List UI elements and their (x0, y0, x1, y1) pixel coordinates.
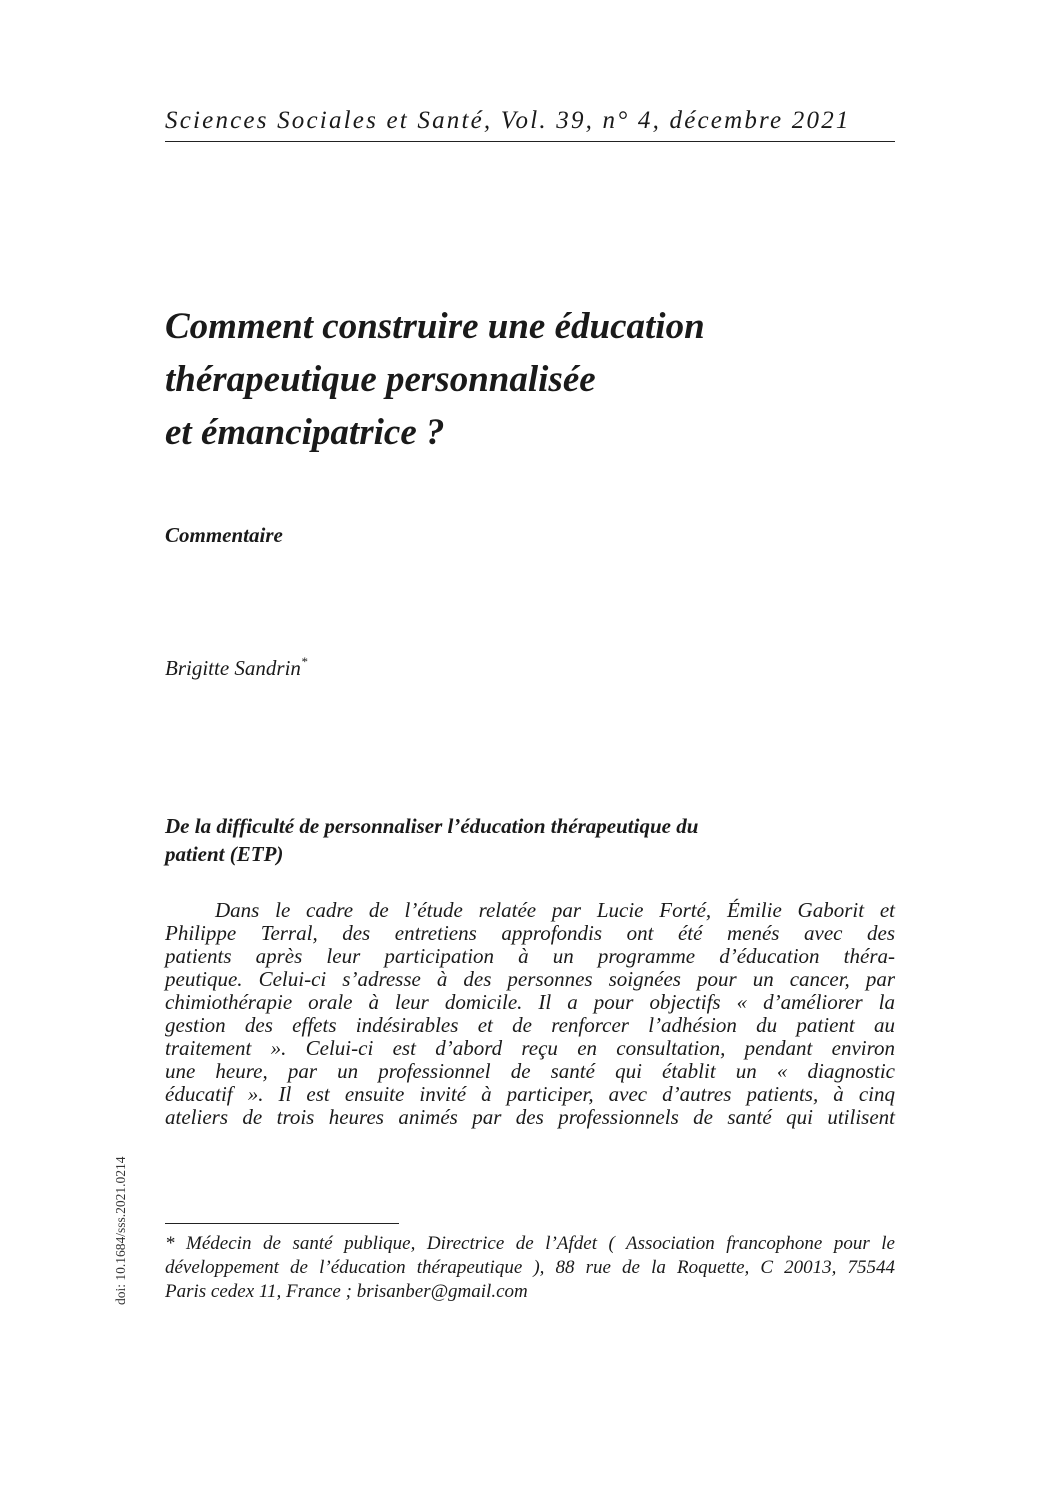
body-line: patients après leur participation à un programme d’éducation théra- (165, 944, 895, 968)
doi-label[interactable]: doi: 10.1684/sss.2021.0214 (113, 1156, 128, 1305)
body-line: éducatif ». Il est ensuite invité à participer, avec d’autres patients, à cinq (165, 1082, 895, 1106)
footnote-line: * Médecin de santé publique, Directrice de l’Afdet ( Association francophone pour le (165, 1233, 895, 1254)
article-title (165, 300, 895, 459)
article-type: Commentaire (165, 523, 283, 547)
section-heading-line: patient (ETP) (165, 842, 284, 866)
body-paragraph (165, 899, 895, 1129)
author-footnote-marker[interactable]: * (300, 654, 308, 669)
footnote-rule (165, 1223, 399, 1224)
title-line: thérapeutique personnalisée (165, 359, 596, 400)
author-footnote (165, 1232, 895, 1304)
footnote-line: développement de l’éducation thérapeutique ), 88 rue de la Roquette, C 20013, 75544 (165, 1257, 895, 1278)
title-line: et émancipatrice ? (165, 412, 445, 453)
footnote-line: Paris cedex 11, France ; brisanber@gmail.com (165, 1281, 528, 1302)
body-line: chimiothérapie orale à leur domicile. Il a pour objectifs « d’améliorer la (165, 990, 895, 1014)
body-line: une heure, par un professionnel de santé qui établit un « diagnostic (165, 1059, 895, 1083)
title-line: Comment construire une éducation (165, 306, 705, 347)
section-heading (165, 812, 895, 868)
body-line: peutique. Celui-ci s’adresse à des personnes soignées pour un cancer, par (165, 967, 895, 991)
body-line: gestion des effets indésirables et de renforcer l’adhésion du patient au (165, 1013, 895, 1037)
section-heading-line: De la difficulté de personnaliser l’éducation thérapeutique du (165, 814, 699, 838)
running-header: Sciences Sociales et Santé, Vol. 39, n° 4, décembre 2021 (165, 107, 851, 134)
header-rule (165, 141, 895, 142)
author (165, 654, 307, 682)
body-line: ateliers de trois heures animés par des professionnels de santé qui utilisent (165, 1105, 895, 1129)
body-line: traitement ». Celui-ci est d’abord reçu en consultation, pendant environ (165, 1036, 895, 1060)
author-name: Brigitte Sandrin (165, 656, 301, 680)
body-line: Philippe Terral, des entretiens approfondis ont été menés avec des (165, 921, 895, 945)
body-line: Dans le cadre de l’étude relatée par Lucie Forté, Émilie Gaborit et (215, 898, 895, 922)
